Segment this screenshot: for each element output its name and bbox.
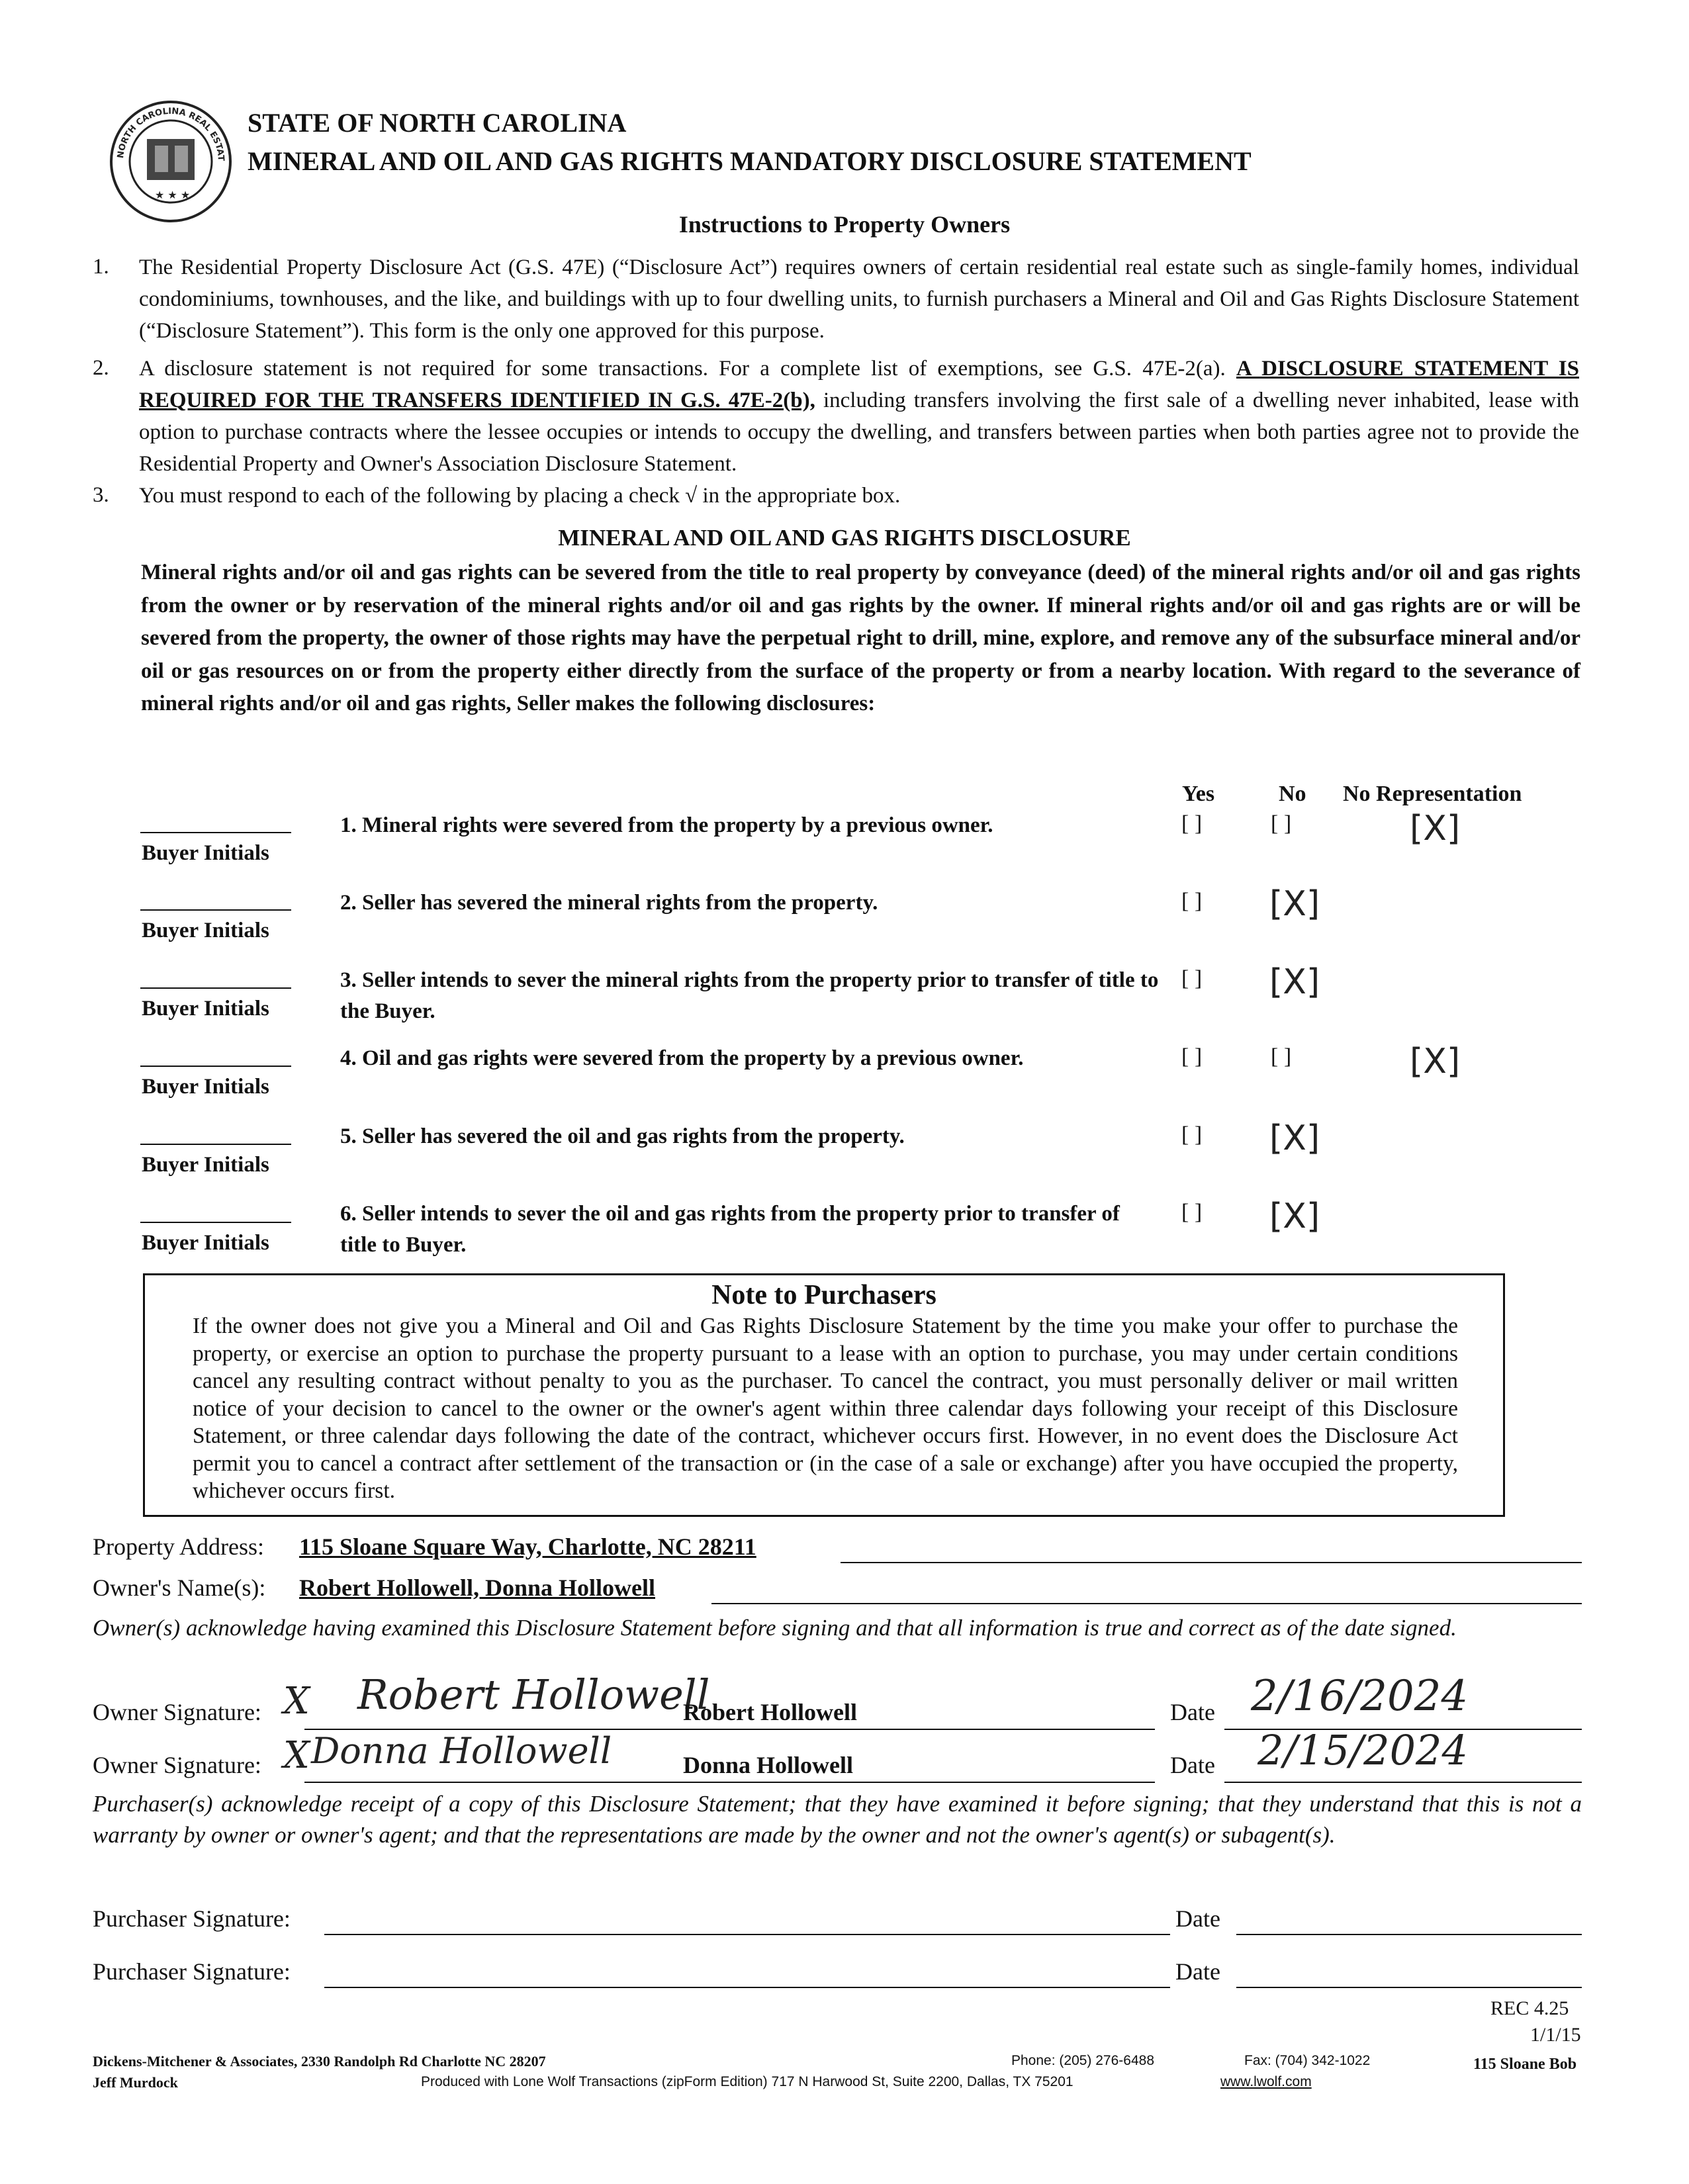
buyer-initials-label: Buyer Initials bbox=[142, 997, 269, 1021]
buyer-initials-label: Buyer Initials bbox=[142, 1153, 269, 1177]
no-checked[interactable]: [X] bbox=[1269, 884, 1320, 924]
no-checked[interactable]: [X] bbox=[1269, 962, 1320, 1002]
commission-seal bbox=[109, 99, 233, 224]
yes-box[interactable]: [ ] bbox=[1181, 811, 1203, 836]
owner-handwritten-signature[interactable]: Robert Hollowell bbox=[357, 1670, 710, 1719]
fax: Fax: (704) 342-1022 bbox=[1244, 2053, 1371, 2068]
yes-box[interactable]: [ ] bbox=[1181, 966, 1203, 991]
owner-printed-name: Donna Hollowell bbox=[683, 1752, 854, 1778]
no-representation-checked[interactable]: [X] bbox=[1410, 1042, 1461, 1081]
produced-with: Produced with Lone Wolf Transactions (zipForm Edition) 717 N Harwood St, Suite 2200, Dallas, TX 75201 bbox=[421, 2074, 1073, 2089]
phone: Phone: (205) 276-6488 bbox=[1011, 2053, 1154, 2068]
instructions-heading: Instructions to Property Owners bbox=[678, 211, 1011, 238]
buyer-initials-label: Buyer Initials bbox=[142, 841, 269, 865]
date-label: Date bbox=[1175, 1905, 1220, 1932]
date-line bbox=[1224, 1782, 1582, 1783]
instruction-number: 1. bbox=[93, 255, 109, 279]
buyer-initials-line[interactable] bbox=[140, 1222, 291, 1223]
instruction-number: 3. bbox=[93, 483, 109, 507]
buyer-initials-label: Buyer Initials bbox=[142, 1075, 269, 1099]
buyer-initials-line[interactable] bbox=[140, 909, 291, 911]
no-box[interactable]: [ ] bbox=[1271, 1044, 1292, 1069]
file-name: 115 Sloane Bob bbox=[1473, 2056, 1577, 2073]
question-2: 2. Seller has severed the mineral rights from the property. bbox=[340, 891, 878, 915]
property-address-label: Property Address: bbox=[93, 1533, 264, 1560]
form-title: MINERAL AND OIL AND GAS RIGHTS MANDATORY DISCLOSURE STATEMENT bbox=[248, 146, 1252, 176]
yes-box[interactable]: [ ] bbox=[1181, 1122, 1203, 1147]
instruction-1: The Residential Property Disclosure Act (G.S. 47E) (“Disclosure Act”) requires owners of certain residential real estate such as single-family homes, individual condominiums, townhouses, and the like, and buildings with up to four dwelling units, to furnish purchasers a Mineral and Oil and Gas Rights Disclosure Statement (“Disclosure Statement”). This form is the only one approved for this purpose. bbox=[139, 255, 1579, 343]
buyer-initials-line[interactable] bbox=[140, 1066, 291, 1067]
disclosure-heading: MINERAL AND OIL AND GAS RIGHTS DISCLOSURE bbox=[558, 525, 1131, 551]
no-checked[interactable]: [X] bbox=[1269, 1118, 1320, 1158]
svg-text:NORTH CAROLINA REAL ESTATE COM: NORTH CAROLINA REAL ESTAT bbox=[116, 106, 226, 161]
col-no-representation: No Representation bbox=[1343, 782, 1522, 806]
date-label: Date bbox=[1175, 1958, 1220, 1985]
instruction-2-emphasis: A DISCLOSURE STATEMENT IS REQUIRED FOR THE TRANSFERS IDENTIFIED IN G.S. 47E-2(b), bbox=[139, 357, 1579, 412]
yes-box[interactable]: [ ] bbox=[1181, 1200, 1203, 1224]
form-code: REC 4.25 bbox=[1490, 1997, 1569, 2019]
website-link[interactable]: www.lwolf.com bbox=[1220, 2074, 1312, 2089]
owner-acknowledgement: Owner(s) acknowledge having examined this Disclosure Statement before signing and that all information is true and correct as of the date signed. bbox=[93, 1615, 1457, 1641]
property-address-value[interactable]: 115 Sloane Square Way, Charlotte, NC 28211 bbox=[299, 1533, 756, 1560]
owner-signature-date[interactable]: 2/16/2024 bbox=[1251, 1672, 1469, 1721]
buyer-initials-line[interactable] bbox=[140, 987, 291, 989]
owner-signature-date[interactable]: 2/15/2024 bbox=[1257, 1726, 1468, 1774]
yes-box[interactable]: [ ] bbox=[1181, 1044, 1203, 1069]
purchaser-signature-label: Purchaser Signature: bbox=[93, 1905, 291, 1932]
date-label: Date bbox=[1170, 1752, 1215, 1778]
instruction-number: 2. bbox=[93, 356, 109, 380]
buyer-initials-label: Buyer Initials bbox=[142, 919, 269, 942]
state-title: STATE OF NORTH CAROLINA bbox=[248, 108, 627, 138]
note-to-purchasers-box bbox=[143, 1273, 1505, 1517]
buyer-initials-line[interactable] bbox=[140, 832, 291, 833]
no-checked[interactable]: [X] bbox=[1269, 1197, 1320, 1236]
buyer-initials-label: Buyer Initials bbox=[142, 1231, 269, 1255]
no-representation-checked[interactable]: [X] bbox=[1410, 809, 1461, 848]
date-label: Date bbox=[1170, 1699, 1215, 1725]
col-yes: Yes bbox=[1182, 782, 1215, 806]
question-3: 3. Seller intends to sever the mineral rights from the property prior to transfer of title to the Buyer. bbox=[340, 968, 1159, 1023]
signature-x-mark: X bbox=[283, 1734, 310, 1777]
question-5: 5. Seller has severed the oil and gas rights from the property. bbox=[340, 1124, 905, 1148]
instruction-2-rest: including transfers involving the first sale of a dwelling never inhabited, lease with option to purchase contracts where the lessee occupies or intends to occupy the dwelling, and transfers between parties when both parties agree not to provide the Residential Property and Owner's Association Disclosure Statement. bbox=[139, 388, 1580, 476]
agent-name: Jeff Murdock bbox=[93, 2074, 178, 2091]
purchaser-signature-label: Purchaser Signature: bbox=[93, 1958, 291, 1985]
yes-box[interactable]: [ ] bbox=[1181, 889, 1203, 913]
no-box[interactable]: [ ] bbox=[1271, 811, 1292, 836]
note-title: Note to Purchasers bbox=[711, 1280, 936, 1310]
owner-signature-label: Owner Signature: bbox=[93, 1699, 261, 1725]
question-6: 6. Seller intends to sever the oil and gas rights from the property prior to transfer of title to Buyer. bbox=[340, 1202, 1120, 1257]
note-body: If the owner does not give you a Mineral and Oil and Gas Rights Disclosure Statement by the time you make your offer to purchase the property, or exercise an option to purchase the property pursuant to a lease with an option to purchase, you may under certain conditions cancel any resulting contract without penalty to you as the purchaser. To cancel the contract, you must personally deliver or mail written notice of your decision to cancel to the owner or the owner's agent within three calendar days following your receipt of this Disclosure Statement, or three calendar days following the date of the contract, whichever occurs first. However, in no event does the Disclosure Act permit you to cancel a contract after settlement of the transaction or (in the case of a sale or exchange) after you have occupied the property, whichever occurs first. bbox=[193, 1314, 1458, 1503]
owners-name-label: Owner's Name(s): bbox=[93, 1574, 266, 1601]
firm-info: Dickens-Mitchener & Associates, 2330 Randolph Rd Charlotte NC 28207 bbox=[93, 2053, 546, 2070]
signature-line bbox=[304, 1782, 1155, 1783]
owners-line bbox=[711, 1603, 1582, 1604]
instruction-2-intro: A disclosure statement is not required for some transactions. For a complete list of exemptions, see G.S. 47E-2(a). bbox=[139, 357, 1236, 381]
owners-name-value[interactable]: Robert Hollowell, Donna Hollowell bbox=[299, 1574, 655, 1601]
address-line bbox=[841, 1562, 1582, 1563]
question-4: 4. Oil and gas rights were severed from the property by a previous owner. bbox=[340, 1046, 1024, 1070]
owner-printed-name: Robert Hollowell bbox=[683, 1699, 857, 1725]
buyer-initials-line[interactable] bbox=[140, 1144, 291, 1145]
purchaser-acknowledgement: Purchaser(s) acknowledge receipt of a copy of this Disclosure Statement; that they have examined it before signing; that they understand that this is not a warranty by owner or owner's agent; and that the representations are made by the owner and not the owner's agent(s) or subagent(s). bbox=[93, 1791, 1582, 1848]
purchaser-signature-line[interactable] bbox=[324, 1934, 1170, 1935]
svg-text:★ ★ ★: ★ ★ ★ bbox=[155, 189, 191, 201]
col-no: No bbox=[1279, 782, 1306, 806]
purchaser-date-line[interactable] bbox=[1236, 1987, 1582, 1988]
owner-signature-label: Owner Signature: bbox=[93, 1752, 261, 1778]
signature-x-mark: X bbox=[283, 1680, 310, 1723]
instruction-2 bbox=[139, 353, 1579, 480]
purchaser-signature-line[interactable] bbox=[324, 1987, 1170, 1988]
purchaser-date-line[interactable] bbox=[1236, 1934, 1582, 1935]
instruction-3: You must respond to each of the following by placing a check √ in the appropriate box. bbox=[139, 484, 901, 508]
disclosure-intro: Mineral rights and/or oil and gas rights can be severed from the title to real property by conveyance (deed) of the mineral rights and/or oil and gas rights from the owner or by reservation of the mineral rights and/or oil and gas rights by the owner. If mineral rights and/or oil and gas rights are or will be severed from the property, the owner of those rights may have the perpetual right to drill, mine, explore, and remove any of the subsurface mineral and/or oil or gas resources on or from the property either directly from the surface of the property or from a nearby location. With regard to the severance of mineral rights and/or oil and gas rights, Seller makes the following disclosures: bbox=[141, 561, 1580, 715]
form-revision: 1/1/15 bbox=[1530, 2024, 1581, 2046]
question-1: 1. Mineral rights were severed from the property by a previous owner. bbox=[340, 813, 993, 837]
owner-handwritten-signature[interactable]: Donna Hollowell bbox=[311, 1730, 612, 1772]
